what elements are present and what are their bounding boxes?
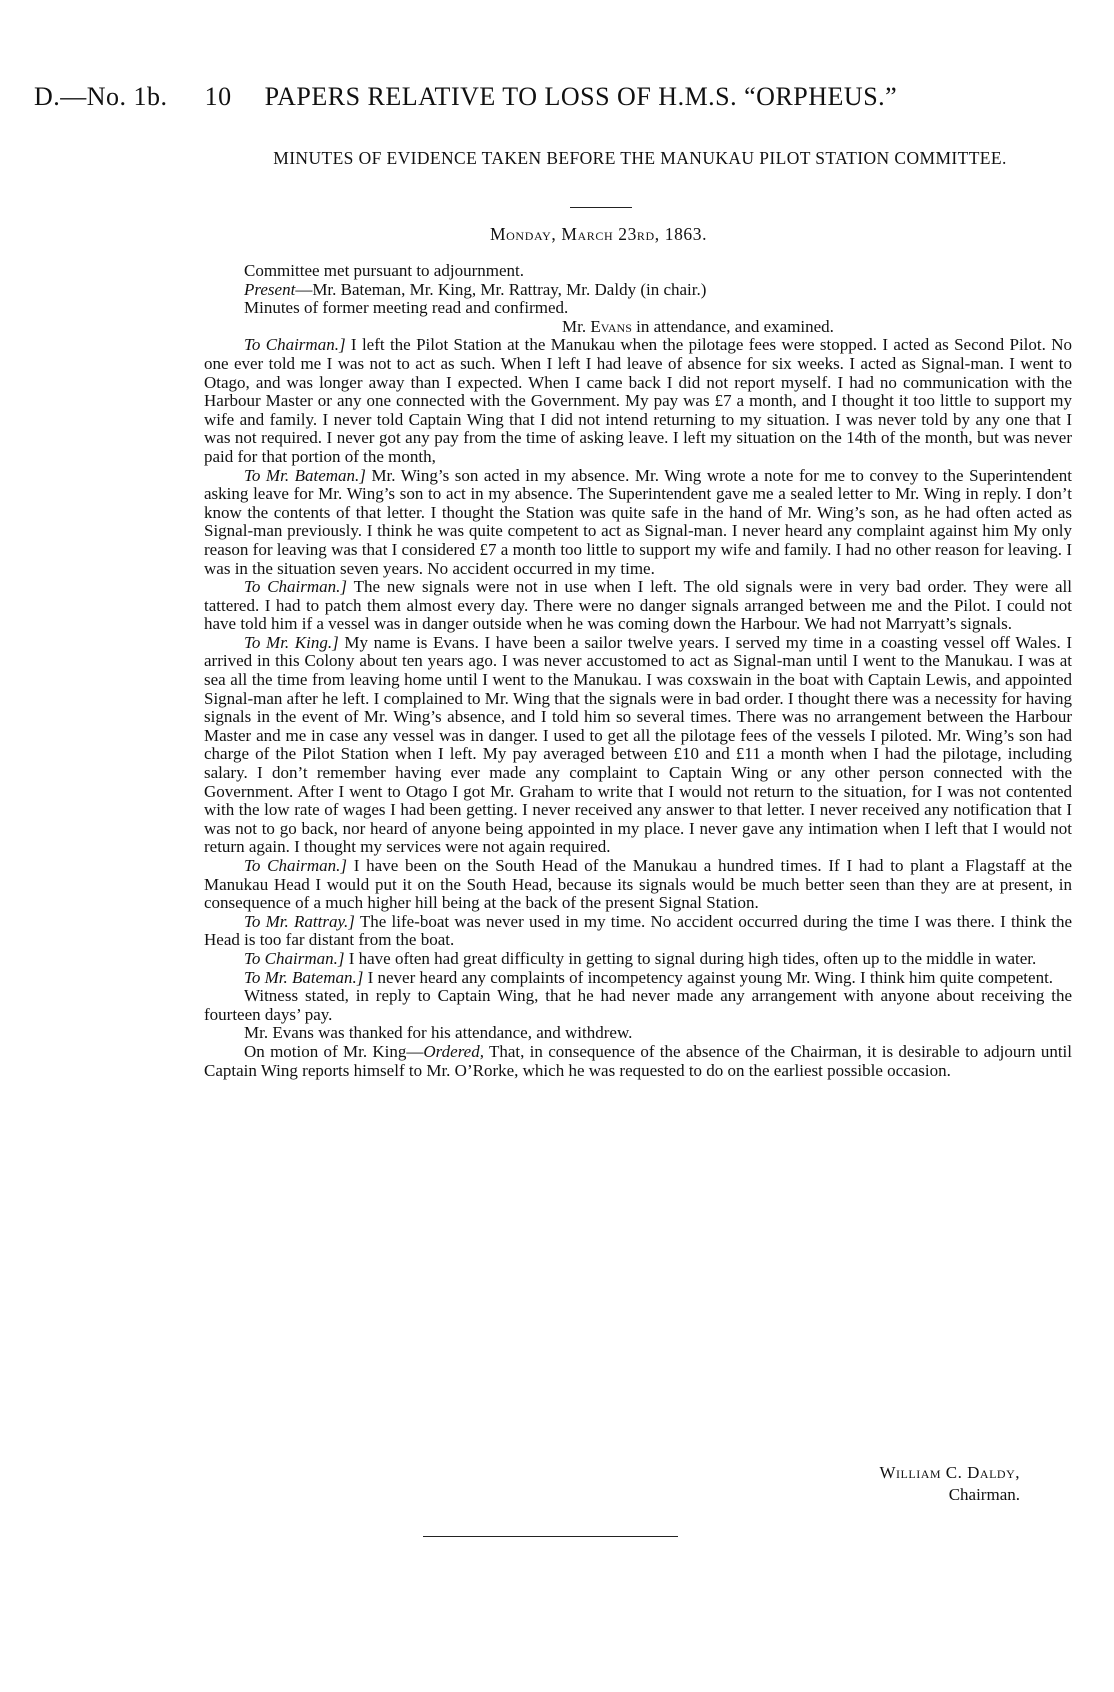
signatory-name: William C. Daldy, bbox=[879, 1463, 1020, 1482]
minutes-confirmed-line: Minutes of former meeting read and confirmed. bbox=[244, 298, 569, 318]
evidence-text: The life-boat was never used in my time. No accident occurred during the time I was there. I think the Head is too far distant from the boat. bbox=[204, 911, 1072, 950]
document-title: PAPERS RELATIVE TO LOSS OF H.M.S. “ORPHEUS.” bbox=[264, 82, 898, 111]
witness-line: Mr. Evans in attendance, and examined. bbox=[562, 316, 834, 336]
evidence-addressee: To Chairman.] bbox=[244, 335, 346, 355]
evidence-addressee: To Chairman.] bbox=[244, 577, 348, 597]
evidence-paragraph bbox=[204, 467, 1072, 579]
evidence-text: I never heard any complaints of incompetency against young Mr. Wing. I think him quite competent. bbox=[363, 967, 1054, 987]
document-reference: D.—No. 1b. bbox=[34, 82, 168, 111]
evidence-addressee: To Chairman.] bbox=[244, 948, 345, 968]
evidence-paragraph bbox=[204, 634, 1072, 857]
evidence-addressee: To Mr. Bateman.] bbox=[244, 967, 364, 987]
witness-name: Evans bbox=[590, 316, 632, 336]
evidence-paragraph bbox=[204, 578, 1072, 634]
evidence-paragraph bbox=[204, 950, 1072, 969]
evidence-paragraph bbox=[204, 969, 1072, 988]
present-label: Present bbox=[244, 279, 296, 299]
evidence-text: I left the Pilot Station at the Manukau when the pilotage fees were stopped. I acted as Second Pilot. No one ever told me I was not to act as such. When I left I had leave of absence for six weeks. I acted as Signal-man. I went to Otago, and was longer away than I expected. When I came back I did not report myself. I had no communication with the Harbour Master or any one connected with the Government. My pay was £7 a month, and I thought it too little to support my wife and family. I never told Captain Wing that I did not intend returning to my situation. I was never told by any one that I was not required. I never got any pay from the time of asking leave. I left my situation on the 14th of the month, but was never paid for that portion of the month, bbox=[204, 335, 1072, 466]
signatory-role: Chairman. bbox=[948, 1485, 1020, 1504]
present-members: —Mr. Bateman, Mr. King, Mr. Rattray, Mr. Daldy (in chair.) bbox=[295, 279, 707, 299]
evidence-paragraph bbox=[204, 336, 1072, 466]
page-header bbox=[34, 82, 1084, 112]
witness-statement: Witness stated, in reply to Captain Wing, that he had never made any arrangement with anyone about receiving the fourteen days’ pay. bbox=[204, 986, 1072, 1024]
evidence-text: The new signals were not in use when I left. The old signals were in very bad order. They were all tattered. I had to patch them almost every day. There were no danger signals arranged between me and the Pilot. I could not have told him if a vessel was in danger outside when he was coming down the Harbour. We had not Marryatt’s signals. bbox=[204, 577, 1072, 634]
title-divider bbox=[570, 207, 632, 208]
committee-met-line: Committee met pursuant to adjournment. bbox=[244, 261, 524, 280]
evidence-text: I have been on the South Head of the Manukau a hundred times. If I had to plant a Flagstaff at the Manukau Head I would put it on the South Head, because its signals would be much better seen than they are at present, in consequence of a much higher hill being at the back of the present Signal Station. bbox=[204, 856, 1072, 913]
motion-ordered: Ordered, bbox=[423, 1041, 484, 1061]
evidence-text: My name is Evans. I have been a sailor twelve years. I served my time in a coasting vessel off Wales. I arrived in this Colony about ten years ago. I was never accustomed to act as Signal-man until I went to the Manukau. I was at sea all the time from leaving home until I went to the Manukau. I was coxswain in the boat with Captain Lewis, and appointed Signal-man after he left. I complained to Mr. Wing that the signals were in bad order. I thought there was a necessity for having signals in the event of Mr. Wing’s absence, and I told him so several times. There was no arrangement between the Harbour Master and me in case any vessel was in danger. I used to get all the pilotage fees of the vessels I piloted. Mr. Wing’s son had charge of the Pilot Station when I left. My pay averaged between £10 and £11 a month when I had the pilotage, including salary. I don’t remember having ever made any complaint to Captain Wing or any other person connected with the Government. After I went to Otago I got Mr. Graham to write that I would not return to the situation, for I was not contented with the low rate of wages I had been getting. I never received any answer to that letter. I never received any notification that I was not to go back, nor heard of anyone being appointed in my place. I never gave any intimation when I left that I would not return again. I thought my services were not again required. bbox=[204, 632, 1072, 857]
present-line bbox=[204, 281, 1072, 300]
section-title: MINUTES OF EVIDENCE TAKEN BEFORE THE MANUKAU PILOT STATION COMMITTEE. bbox=[273, 148, 1007, 168]
end-divider bbox=[423, 1536, 678, 1537]
evidence-text: I have often had great difficulty in getting to signal during high tides, often up to the middle in water. bbox=[344, 948, 1037, 968]
page-number: 10 bbox=[204, 82, 232, 111]
evidence-paragraph bbox=[204, 913, 1072, 950]
evidence-addressee: To Mr. Bateman.] bbox=[244, 465, 366, 485]
evidence-addressee: To Mr. King.] bbox=[244, 632, 339, 652]
minutes-body bbox=[204, 262, 1072, 1080]
signature-block bbox=[760, 1462, 1020, 1506]
evidence-text: Mr. Wing’s son acted in my absence. Mr. Wing wrote a note for me to convey to the Superintendent asking leave for Mr. Wing’s son to act in my absence. The Superintendent gave me a sealed letter to Mr. Wing in reply. I don’t know the contents of that letter. I thought the Station was quite safe in the hand of Mr. Wing’s son, as he had often acted as Signal-man previously. I think he was quite competent to act as Signal-man. I never heard any complaint against him My only reason for leaving was that I considered £7 a month too little to support my wife and family. I had no other reason for leaving. I was in the situation seven years. No accident occurred in my time. bbox=[204, 465, 1072, 578]
meeting-date: Monday, March 23rd, 1863. bbox=[490, 224, 708, 244]
evidence-addressee: To Chairman.] bbox=[244, 856, 347, 875]
evidence-addressee: To Mr. Rattray.] bbox=[244, 911, 355, 931]
motion-paragraph: On motion of Mr. King—Ordered, That, in consequence of the absence of the Chairman, it is desirable to adjourn until Captain Wing reports himself to Mr. O’Rorke, which he was requested to do on the earliest possible occasion. bbox=[204, 1041, 1072, 1080]
evidence-paragraph bbox=[204, 857, 1072, 913]
witness-thanked: Mr. Evans was thanked for his attendance, and withdrew. bbox=[244, 1023, 633, 1043]
